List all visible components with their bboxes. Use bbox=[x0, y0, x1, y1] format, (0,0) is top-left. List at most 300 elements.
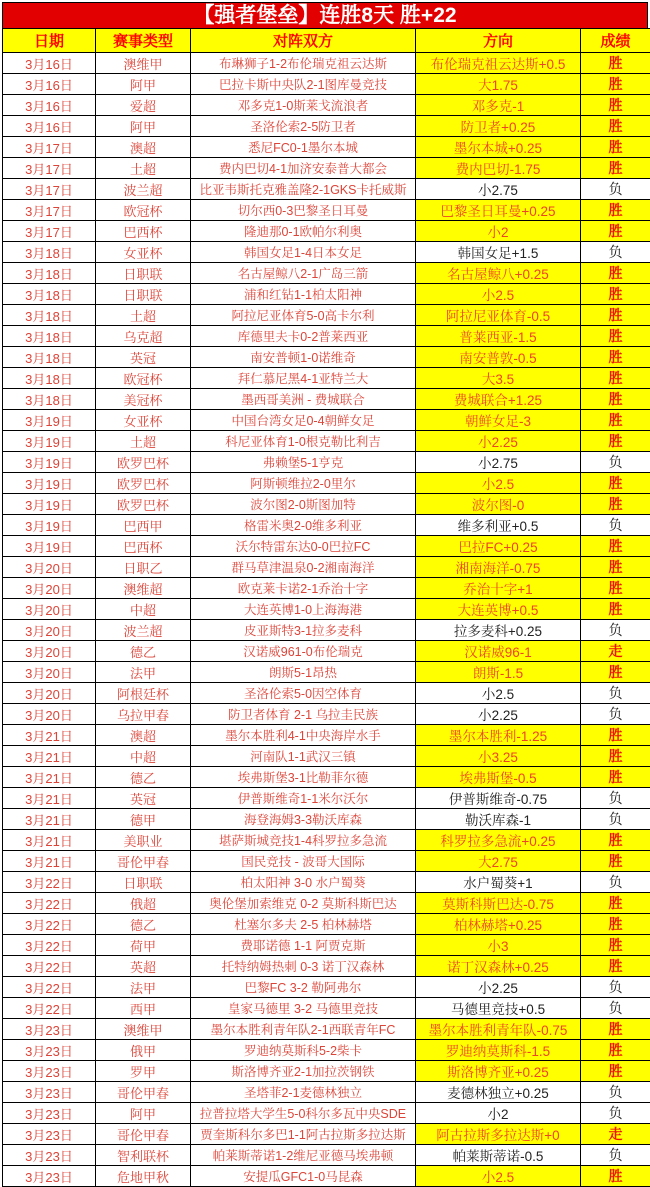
league-cell: 巴西甲 bbox=[96, 515, 191, 536]
table-row bbox=[3, 851, 650, 872]
result-cell: 胜 bbox=[581, 368, 650, 389]
result-cell: 胜 bbox=[581, 53, 650, 74]
table-row bbox=[3, 956, 650, 977]
match-cell: 弗赖堡5-1亨克 bbox=[191, 452, 416, 473]
match-cell: 邓多克1-0斯莱戈流浪者 bbox=[191, 95, 416, 116]
direction-cell: 南安普敦-0.5 bbox=[416, 347, 581, 368]
table-row bbox=[3, 641, 650, 662]
league-cell: 英冠 bbox=[96, 788, 191, 809]
league-cell: 美冠杯 bbox=[96, 389, 191, 410]
match-cell: 库德里夫卡0-2普莱西亚 bbox=[191, 326, 416, 347]
league-cell: 中超 bbox=[96, 746, 191, 767]
match-cell: 圣塔菲2-1麦德林独立 bbox=[191, 1082, 416, 1103]
direction-cell: 墨尔本胜利-1.25 bbox=[416, 725, 581, 746]
direction-cell: 大连英博+0.5 bbox=[416, 599, 581, 620]
league-cell: 阿甲 bbox=[96, 1103, 191, 1124]
league-cell: 欧冠杯 bbox=[96, 368, 191, 389]
league-cell: 澳维甲 bbox=[96, 1019, 191, 1040]
league-cell: 日职联 bbox=[96, 872, 191, 893]
table-row bbox=[3, 263, 650, 284]
league-cell: 阿甲 bbox=[96, 116, 191, 137]
date-cell: 3月17日 bbox=[3, 137, 96, 158]
match-cell: 拜仁慕尼黑4-1亚特兰大 bbox=[191, 368, 416, 389]
result-cell: 负 bbox=[581, 1145, 650, 1166]
match-cell: 名古屋鲸八2-1广岛三箭 bbox=[191, 263, 416, 284]
date-cell: 3月23日 bbox=[3, 1124, 96, 1145]
match-cell: 海登海姆3-3勒沃库森 bbox=[191, 809, 416, 830]
direction-cell: 小2.25 bbox=[416, 977, 581, 998]
match-cell: 群马草津温泉0-2湘南海洋 bbox=[191, 557, 416, 578]
header-row bbox=[3, 29, 650, 53]
table-body bbox=[3, 53, 650, 1187]
table-row bbox=[3, 389, 650, 410]
match-cell: 费耶诺德 1-1 阿贾克斯 bbox=[191, 935, 416, 956]
match-cell: 贾奎斯科尔多巴1-1阿古拉斯多拉达斯 bbox=[191, 1124, 416, 1145]
date-cell: 3月18日 bbox=[3, 389, 96, 410]
league-cell: 德乙 bbox=[96, 767, 191, 788]
direction-cell: 防卫者+0.25 bbox=[416, 116, 581, 137]
table-row bbox=[3, 242, 650, 263]
direction-cell: 小2.25 bbox=[416, 704, 581, 725]
direction-cell: 阿古拉斯多拉达斯+0 bbox=[416, 1124, 581, 1145]
match-cell: 拉普拉塔大学生5-0科尔多瓦中央SDE bbox=[191, 1103, 416, 1124]
league-cell: 阿根廷杯 bbox=[96, 683, 191, 704]
direction-cell: 朗斯-1.5 bbox=[416, 662, 581, 683]
table-row bbox=[3, 326, 650, 347]
result-cell: 胜 bbox=[581, 1166, 650, 1187]
result-cell: 负 bbox=[581, 788, 650, 809]
date-cell: 3月22日 bbox=[3, 914, 96, 935]
table-row bbox=[3, 578, 650, 599]
date-cell: 3月20日 bbox=[3, 704, 96, 725]
result-cell: 走 bbox=[581, 641, 650, 662]
table-row bbox=[3, 599, 650, 620]
direction-cell: 墨尔本城+0.25 bbox=[416, 137, 581, 158]
direction-cell: 汉诺威96-1 bbox=[416, 641, 581, 662]
match-cell: 浦和红钻1-1柏太阳神 bbox=[191, 284, 416, 305]
league-cell: 哥伦甲春 bbox=[96, 1124, 191, 1145]
result-cell: 负 bbox=[581, 704, 650, 725]
table-row bbox=[3, 830, 650, 851]
result-cell: 胜 bbox=[581, 95, 650, 116]
match-cell: 隆迪那0-1欧帕尔利奥 bbox=[191, 221, 416, 242]
league-cell: 法甲 bbox=[96, 977, 191, 998]
date-cell: 3月22日 bbox=[3, 998, 96, 1019]
direction-cell: 帕莱斯蒂诺-0.5 bbox=[416, 1145, 581, 1166]
table-row bbox=[3, 977, 650, 998]
date-cell: 3月23日 bbox=[3, 1103, 96, 1124]
result-cell: 胜 bbox=[581, 767, 650, 788]
table-row bbox=[3, 53, 650, 74]
league-cell: 欧罗巴杯 bbox=[96, 473, 191, 494]
date-cell: 3月23日 bbox=[3, 1166, 96, 1187]
date-cell: 3月21日 bbox=[3, 746, 96, 767]
table-row bbox=[3, 221, 650, 242]
result-cell: 走 bbox=[581, 1124, 650, 1145]
table-row bbox=[3, 1124, 650, 1145]
table-row bbox=[3, 158, 650, 179]
table-row bbox=[3, 368, 650, 389]
match-cell: 罗迪纳莫斯科5-2柴卡 bbox=[191, 1040, 416, 1061]
league-cell: 西甲 bbox=[96, 998, 191, 1019]
result-cell: 负 bbox=[581, 683, 650, 704]
table-row bbox=[3, 410, 650, 431]
direction-cell: 布伦瑞克祖云达斯+0.5 bbox=[416, 53, 581, 74]
direction-cell: 柏林赫塔+0.25 bbox=[416, 914, 581, 935]
result-cell: 负 bbox=[581, 872, 650, 893]
table-row bbox=[3, 536, 650, 557]
date-cell: 3月19日 bbox=[3, 515, 96, 536]
result-cell: 胜 bbox=[581, 830, 650, 851]
result-cell: 负 bbox=[581, 1082, 650, 1103]
date-cell: 3月19日 bbox=[3, 431, 96, 452]
result-cell: 负 bbox=[581, 515, 650, 536]
table-row bbox=[3, 284, 650, 305]
date-cell: 3月17日 bbox=[3, 158, 96, 179]
league-cell: 女亚杯 bbox=[96, 410, 191, 431]
league-cell: 阿甲 bbox=[96, 74, 191, 95]
league-cell: 土超 bbox=[96, 158, 191, 179]
result-cell: 胜 bbox=[581, 200, 650, 221]
table-row bbox=[3, 662, 650, 683]
match-cell: 布琳狮子1-2布伦瑞克祖云达斯 bbox=[191, 53, 416, 74]
match-cell: 斯洛博齐亚2-1加拉茨钢铁 bbox=[191, 1061, 416, 1082]
match-cell: 科尼亚体育1-0根克勒比利吉 bbox=[191, 431, 416, 452]
match-cell: 河南队1-1武汉三镇 bbox=[191, 746, 416, 767]
date-cell: 3月21日 bbox=[3, 809, 96, 830]
result-cell: 胜 bbox=[581, 158, 650, 179]
direction-cell: 麦德林独立+0.25 bbox=[416, 1082, 581, 1103]
result-cell: 胜 bbox=[581, 137, 650, 158]
match-cell: 朗斯5-1昂热 bbox=[191, 662, 416, 683]
direction-cell: 小2 bbox=[416, 221, 581, 242]
page-title: 【强者堡垒】连胜8天 胜+22 bbox=[2, 2, 648, 28]
league-cell: 英超 bbox=[96, 956, 191, 977]
league-cell: 荷甲 bbox=[96, 935, 191, 956]
match-cell: 格雷米奥2-0维多利亚 bbox=[191, 515, 416, 536]
match-cell: 韩国女足1-4日本女足 bbox=[191, 242, 416, 263]
date-cell: 3月17日 bbox=[3, 179, 96, 200]
league-cell: 巴西杯 bbox=[96, 536, 191, 557]
date-cell: 3月18日 bbox=[3, 347, 96, 368]
league-cell: 英冠 bbox=[96, 347, 191, 368]
table-row bbox=[3, 473, 650, 494]
table-row bbox=[3, 1061, 650, 1082]
direction-cell: 小2 bbox=[416, 1103, 581, 1124]
match-cell: 皇家马德里 3-2 马德里竞技 bbox=[191, 998, 416, 1019]
date-cell: 3月22日 bbox=[3, 956, 96, 977]
league-cell: 哥伦甲春 bbox=[96, 1082, 191, 1103]
direction-cell: 维多利亚+0.5 bbox=[416, 515, 581, 536]
table-row bbox=[3, 74, 650, 95]
direction-cell: 小3.25 bbox=[416, 746, 581, 767]
result-cell: 负 bbox=[581, 242, 650, 263]
date-cell: 3月18日 bbox=[3, 368, 96, 389]
table-row bbox=[3, 137, 650, 158]
result-cell: 胜 bbox=[581, 116, 650, 137]
date-cell: 3月20日 bbox=[3, 557, 96, 578]
date-cell: 3月16日 bbox=[3, 116, 96, 137]
direction-cell: 诺丁汉森林+0.25 bbox=[416, 956, 581, 977]
league-cell: 德乙 bbox=[96, 641, 191, 662]
table-row bbox=[3, 95, 650, 116]
direction-cell: 埃弗斯堡-0.5 bbox=[416, 767, 581, 788]
date-cell: 3月20日 bbox=[3, 662, 96, 683]
date-cell: 3月23日 bbox=[3, 1040, 96, 1061]
match-cell: 南安普顿1-0诺维奇 bbox=[191, 347, 416, 368]
match-cell: 伊普斯维奇1-1米尔沃尔 bbox=[191, 788, 416, 809]
result-cell: 胜 bbox=[581, 1040, 650, 1061]
table-row bbox=[3, 935, 650, 956]
date-cell: 3月18日 bbox=[3, 242, 96, 263]
table-row bbox=[3, 620, 650, 641]
match-cell: 托特纳姆热刺 0-3 诺丁汉森林 bbox=[191, 956, 416, 977]
direction-cell: 斯洛博齐亚+0.25 bbox=[416, 1061, 581, 1082]
league-cell: 欧罗巴杯 bbox=[96, 452, 191, 473]
league-cell: 日职联 bbox=[96, 284, 191, 305]
result-cell: 胜 bbox=[581, 662, 650, 683]
match-cell: 国民竞技 - 波哥大国际 bbox=[191, 851, 416, 872]
column-header-result: 成绩 bbox=[581, 29, 650, 53]
direction-cell: 波尔图-0 bbox=[416, 494, 581, 515]
result-cell: 胜 bbox=[581, 431, 650, 452]
date-cell: 3月16日 bbox=[3, 53, 96, 74]
match-cell: 沃尔特雷东达0-0巴拉FC bbox=[191, 536, 416, 557]
table-row bbox=[3, 809, 650, 830]
league-cell: 德乙 bbox=[96, 914, 191, 935]
direction-cell: 勒沃库森-1 bbox=[416, 809, 581, 830]
date-cell: 3月23日 bbox=[3, 1082, 96, 1103]
league-cell: 澳维超 bbox=[96, 578, 191, 599]
date-cell: 3月19日 bbox=[3, 494, 96, 515]
table-row bbox=[3, 767, 650, 788]
result-cell: 负 bbox=[581, 977, 650, 998]
result-cell: 负 bbox=[581, 620, 650, 641]
date-cell: 3月20日 bbox=[3, 683, 96, 704]
league-cell: 俄甲 bbox=[96, 1040, 191, 1061]
date-cell: 3月18日 bbox=[3, 284, 96, 305]
match-cell: 切尔西0-3巴黎圣日耳曼 bbox=[191, 200, 416, 221]
direction-cell: 小2.5 bbox=[416, 683, 581, 704]
league-cell: 爱超 bbox=[96, 95, 191, 116]
league-cell: 哥伦甲春 bbox=[96, 851, 191, 872]
league-cell: 日职乙 bbox=[96, 557, 191, 578]
date-cell: 3月19日 bbox=[3, 410, 96, 431]
match-cell: 中国台湾女足0-4朝鲜女足 bbox=[191, 410, 416, 431]
match-cell: 圣洛伦索5-0因空体育 bbox=[191, 683, 416, 704]
direction-cell: 小2.25 bbox=[416, 431, 581, 452]
date-cell: 3月22日 bbox=[3, 872, 96, 893]
direction-cell: 名古屋鲸八+0.25 bbox=[416, 263, 581, 284]
table-row bbox=[3, 746, 650, 767]
table-row bbox=[3, 998, 650, 1019]
result-cell: 胜 bbox=[581, 956, 650, 977]
result-cell: 胜 bbox=[581, 725, 650, 746]
result-cell: 胜 bbox=[581, 893, 650, 914]
direction-cell: 费城联合+1.25 bbox=[416, 389, 581, 410]
date-cell: 3月19日 bbox=[3, 452, 96, 473]
direction-cell: 小2.75 bbox=[416, 179, 581, 200]
result-cell: 负 bbox=[581, 998, 650, 1019]
league-cell: 澳超 bbox=[96, 725, 191, 746]
match-cell: 比亚韦斯托克雅盖隆2-1GKS卡托威斯 bbox=[191, 179, 416, 200]
table-row bbox=[3, 893, 650, 914]
league-cell: 俄超 bbox=[96, 893, 191, 914]
column-header-date: 日期 bbox=[3, 29, 96, 53]
date-cell: 3月16日 bbox=[3, 95, 96, 116]
league-cell: 日职联 bbox=[96, 263, 191, 284]
match-cell: 杜塞尔多夫 2-5 柏林赫塔 bbox=[191, 914, 416, 935]
match-cell: 阿斯顿维拉2-0里尔 bbox=[191, 473, 416, 494]
result-cell: 胜 bbox=[581, 746, 650, 767]
direction-cell: 莫斯科斯巴达-0.75 bbox=[416, 893, 581, 914]
date-cell: 3月22日 bbox=[3, 977, 96, 998]
match-cell: 圣洛伦索2-5防卫者 bbox=[191, 116, 416, 137]
table-row bbox=[3, 494, 650, 515]
result-cell: 胜 bbox=[581, 599, 650, 620]
direction-cell: 乔治十字+1 bbox=[416, 578, 581, 599]
table-row bbox=[3, 1103, 650, 1124]
result-cell: 胜 bbox=[581, 1061, 650, 1082]
result-cell: 胜 bbox=[581, 263, 650, 284]
direction-cell: 巴拉FC+0.25 bbox=[416, 536, 581, 557]
match-cell: 悉尼FC0-1墨尔本城 bbox=[191, 137, 416, 158]
result-cell: 胜 bbox=[581, 935, 650, 956]
date-cell: 3月20日 bbox=[3, 620, 96, 641]
match-cell: 奥伦堡加索维克 0-2 莫斯科斯巴达 bbox=[191, 893, 416, 914]
table-row bbox=[3, 1019, 650, 1040]
league-cell: 乌拉甲春 bbox=[96, 704, 191, 725]
result-cell: 胜 bbox=[581, 221, 650, 242]
table-row bbox=[3, 557, 650, 578]
league-cell: 法甲 bbox=[96, 662, 191, 683]
match-cell: 柏太阳神 3-0 水户蜀葵 bbox=[191, 872, 416, 893]
date-cell: 3月19日 bbox=[3, 473, 96, 494]
match-cell: 墨尔本胜利4-1中央海岸水手 bbox=[191, 725, 416, 746]
match-cell: 巴黎FC 3-2 勒阿弗尔 bbox=[191, 977, 416, 998]
direction-cell: 小2.5 bbox=[416, 473, 581, 494]
table-row bbox=[3, 683, 650, 704]
result-cell: 胜 bbox=[581, 578, 650, 599]
table-row bbox=[3, 431, 650, 452]
direction-cell: 巴黎圣日耳曼+0.25 bbox=[416, 200, 581, 221]
result-cell: 胜 bbox=[581, 305, 650, 326]
direction-cell: 小2.5 bbox=[416, 1166, 581, 1187]
result-cell: 负 bbox=[581, 452, 650, 473]
table-row bbox=[3, 1166, 650, 1187]
match-cell: 埃弗斯堡3-1比勒菲尔德 bbox=[191, 767, 416, 788]
league-cell: 德甲 bbox=[96, 809, 191, 830]
date-cell: 3月20日 bbox=[3, 578, 96, 599]
date-cell: 3月22日 bbox=[3, 893, 96, 914]
date-cell: 3月23日 bbox=[3, 1061, 96, 1082]
result-cell: 胜 bbox=[581, 74, 650, 95]
league-cell: 波兰超 bbox=[96, 179, 191, 200]
direction-cell: 墨尔本胜利青年队-0.75 bbox=[416, 1019, 581, 1040]
direction-cell: 费内巴切-1.75 bbox=[416, 158, 581, 179]
direction-cell: 邓多克-1 bbox=[416, 95, 581, 116]
direction-cell: 水户蜀葵+1 bbox=[416, 872, 581, 893]
match-cell: 安提瓜GFC1-0马昆森 bbox=[191, 1166, 416, 1187]
league-cell: 欧冠杯 bbox=[96, 200, 191, 221]
league-cell: 土超 bbox=[96, 431, 191, 452]
result-cell: 胜 bbox=[581, 326, 650, 347]
league-cell: 智利联杯 bbox=[96, 1145, 191, 1166]
date-cell: 3月22日 bbox=[3, 935, 96, 956]
date-cell: 3月21日 bbox=[3, 767, 96, 788]
league-cell: 危地甲秋 bbox=[96, 1166, 191, 1187]
result-cell: 胜 bbox=[581, 494, 650, 515]
table-row bbox=[3, 1082, 650, 1103]
result-cell: 负 bbox=[581, 1103, 650, 1124]
league-cell: 土超 bbox=[96, 305, 191, 326]
result-cell: 胜 bbox=[581, 473, 650, 494]
direction-cell: 小2.75 bbox=[416, 452, 581, 473]
date-cell: 3月16日 bbox=[3, 74, 96, 95]
direction-cell: 马德里竞技+0.5 bbox=[416, 998, 581, 1019]
date-cell: 3月21日 bbox=[3, 725, 96, 746]
table-row bbox=[3, 116, 650, 137]
result-cell: 胜 bbox=[581, 347, 650, 368]
league-cell: 中超 bbox=[96, 599, 191, 620]
result-cell: 胜 bbox=[581, 851, 650, 872]
match-cell: 阿拉尼亚体育5-0高卡尔利 bbox=[191, 305, 416, 326]
league-cell: 罗甲 bbox=[96, 1061, 191, 1082]
table-row bbox=[3, 515, 650, 536]
league-cell: 巴西杯 bbox=[96, 221, 191, 242]
match-cell: 汉诺威961-0布伦瑞克 bbox=[191, 641, 416, 662]
direction-cell: 湘南海洋-0.75 bbox=[416, 557, 581, 578]
table-row bbox=[3, 704, 650, 725]
date-cell: 3月21日 bbox=[3, 788, 96, 809]
column-header-league: 赛事类型 bbox=[96, 29, 191, 53]
direction-cell: 大2.75 bbox=[416, 851, 581, 872]
date-cell: 3月18日 bbox=[3, 263, 96, 284]
direction-cell: 普莱西亚-1.5 bbox=[416, 326, 581, 347]
league-cell: 乌克超 bbox=[96, 326, 191, 347]
match-cell: 帕莱斯蒂诺1-2维尼亚德马埃弗顿 bbox=[191, 1145, 416, 1166]
date-cell: 3月17日 bbox=[3, 221, 96, 242]
direction-cell: 科罗拉多急流+0.25 bbox=[416, 830, 581, 851]
direction-cell: 伊普斯维奇-0.75 bbox=[416, 788, 581, 809]
league-cell: 欧罗巴杯 bbox=[96, 494, 191, 515]
match-cell: 墨西哥美洲 - 费城联合 bbox=[191, 389, 416, 410]
direction-cell: 拉多麦科+0.25 bbox=[416, 620, 581, 641]
league-cell: 澳维甲 bbox=[96, 53, 191, 74]
table-row bbox=[3, 914, 650, 935]
match-cell: 费内巴切4-1加济安泰普大都会 bbox=[191, 158, 416, 179]
date-cell: 3月20日 bbox=[3, 641, 96, 662]
direction-cell: 大3.5 bbox=[416, 368, 581, 389]
match-cell: 墨尔本胜利青年队2-1西联青年FC bbox=[191, 1019, 416, 1040]
match-cell: 波尔图2-0斯图加特 bbox=[191, 494, 416, 515]
league-cell: 女亚杯 bbox=[96, 242, 191, 263]
table-row bbox=[3, 1040, 650, 1061]
direction-cell: 罗迪纳莫斯科-1.5 bbox=[416, 1040, 581, 1061]
match-cell: 欧克莱卡诺2-1乔治十字 bbox=[191, 578, 416, 599]
result-cell: 负 bbox=[581, 179, 650, 200]
date-cell: 3月18日 bbox=[3, 305, 96, 326]
table-row bbox=[3, 179, 650, 200]
league-cell: 美职业 bbox=[96, 830, 191, 851]
table-row bbox=[3, 788, 650, 809]
result-cell: 胜 bbox=[581, 389, 650, 410]
direction-cell: 大1.75 bbox=[416, 74, 581, 95]
table-row bbox=[3, 725, 650, 746]
direction-cell: 小2.5 bbox=[416, 284, 581, 305]
table-row bbox=[3, 200, 650, 221]
result-cell: 胜 bbox=[581, 284, 650, 305]
